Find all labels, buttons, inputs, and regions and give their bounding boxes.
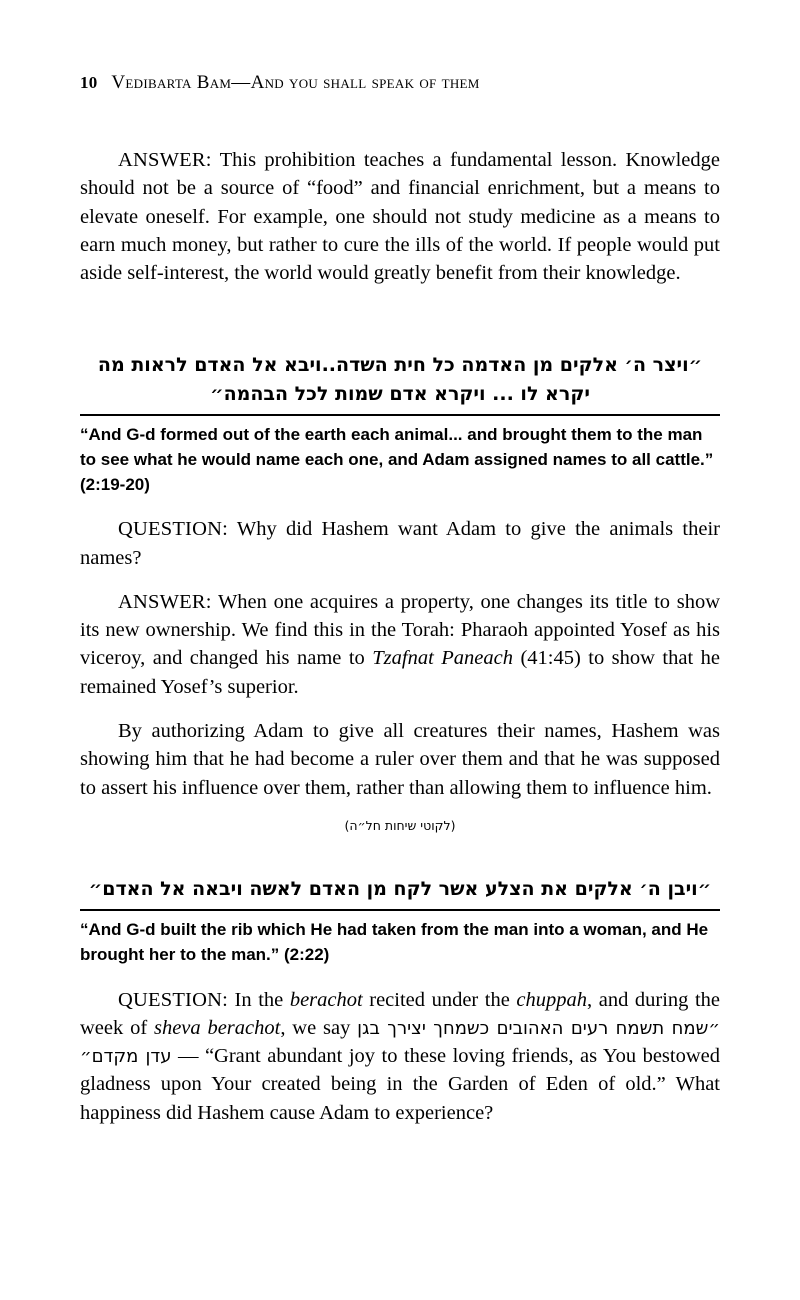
answer-italic-term: Tzafnat Paneach xyxy=(372,647,513,670)
section-spacer xyxy=(80,303,720,325)
section2-hebrew-heading: ״ויבן ה׳ אלקים את הצלע אשר לקח מן האדם לאשה ויבאה אל האדם״ xyxy=(88,877,712,900)
question-part-2: recited under the xyxy=(362,988,517,1011)
answer-text-part1: When one acquires a property, one changes its title to show its new ownership. We find this in the Torah: Pharaoh appointed Yosef as his viceroy, and changed his name to xyxy=(80,590,720,670)
question-label: QUESTION: xyxy=(118,518,228,541)
section2-english-heading: “And G-d built the rib which He had taken from the man into a woman, and He brought her to the man.” (2:22) xyxy=(80,920,709,964)
answer-text-part2: (41:45) to show that he remained Yosef’s superior. xyxy=(80,647,720,698)
question-label: QUESTION: xyxy=(118,988,228,1011)
answer-paragraph-1 xyxy=(80,146,720,287)
section1-english-heading: “And G-d formed out of the earth each animal... and brought them to the man to see what he would name each one, and Adam assigned names to all cattle.” (2:19-20) xyxy=(80,425,714,494)
question-italic-berachot: berachot xyxy=(289,988,363,1011)
section-spacer-2 xyxy=(80,839,720,849)
section1-question xyxy=(80,515,720,572)
section2-rule-top xyxy=(80,909,720,911)
question-part-4: , we say xyxy=(280,1016,358,1039)
question-part-5: — “Grant abundant joy to these loving friends, as You bestowed gladness upon Your created being in the Garden of Eden of old.” What happiness did Hashem cause Adam to experience? xyxy=(80,1045,720,1124)
question-part-1: In the xyxy=(228,988,290,1011)
question-part-3: , and during the week of xyxy=(80,988,721,1039)
answer-label: ANSWER: xyxy=(118,149,212,171)
page-number: 10 xyxy=(80,73,98,92)
question-text: Why did Hashem want Adam to give the animals their names? xyxy=(80,518,720,569)
question-italic-chuppah: chuppah xyxy=(516,988,588,1011)
section1-answer xyxy=(80,588,720,701)
answer-text: This prohibition teaches a fundamental lesson. Knowledge should not be a source of “food” and financial enrichment, but a means to elevate oneself. For example, one should not study medicine as a means to earn much money, but rather to cure the ills of the world. If people would put aside self-interest, the world would greatly benefit from their knowledge. xyxy=(80,149,720,285)
section2-question xyxy=(80,986,720,1127)
book-title: Vedibarta Bam—And you shall speak of them xyxy=(111,72,480,93)
section1-paragraph-2: By authorizing Adam to give all creatures their names, Hashem was showing him that he had become a ruler over them and that he was supposed to assert his influence over them, rather than allowing them to influence him. xyxy=(80,720,720,799)
section1-hebrew-heading: ״ויצר ה׳ אלקים מן האדמה כל חית השדה..ויבא אל האדם לראות מה יקרא לו ... ויקרא אדם שמות לכל הבהמה״ xyxy=(97,354,703,405)
running-head xyxy=(80,72,720,94)
question-italic-sheva-berachot: sheva berachot xyxy=(153,1016,281,1039)
answer-label: ANSWER: xyxy=(118,590,212,613)
section1-citation: (לקוטי שיחות חל״ה) xyxy=(344,817,456,833)
question-hebrew-quote: ״שמח תשמח רעים האהובים כשמחך יצירך בגן עדן מקדם״ xyxy=(80,1017,720,1068)
section1-rule-top xyxy=(80,414,720,416)
